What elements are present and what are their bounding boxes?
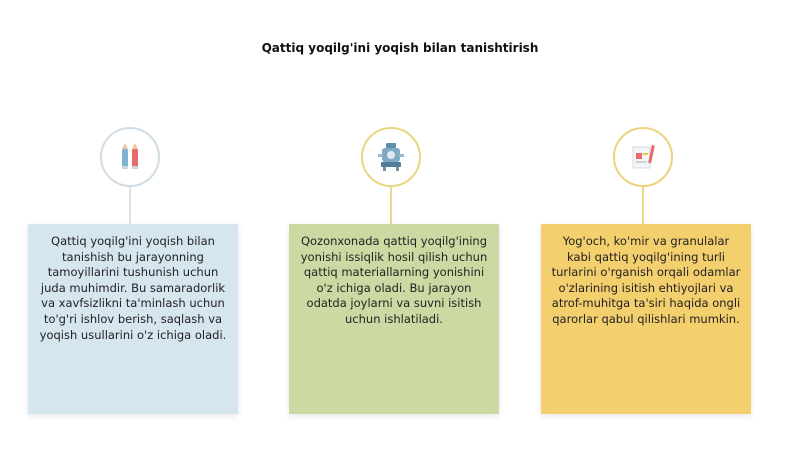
step-2-connector xyxy=(390,187,392,224)
step-3-icon-circle xyxy=(613,127,673,187)
step-3-connector xyxy=(642,187,644,224)
step-3-card: Yog'och, ko'mir va granulalar kabi qattiq yoqilg'ining turli turlarini o'rganish orqali odamlar o'zlarining isitish ehtiyojlari va atrof-muhitga ta'siri haqida ongli qarorlar qabul qilishlari mumkin. xyxy=(541,224,751,414)
document-icon xyxy=(629,142,657,172)
pencils-icon xyxy=(117,142,143,172)
page-title: Qattiq yoqilg'ini yoqish bilan tanishtirish xyxy=(261,41,539,55)
boiler-icon xyxy=(377,142,405,172)
step-2-card: Qozonxonada qattiq yoqilg'ining yonishi issiqlik hosil qilish uchun qattiq materiallarning yonishini o'z ichiga oladi. Bu jarayon odatda joylarni va suvni isitish uchun ishlatiladi. xyxy=(289,224,499,414)
step-1-connector xyxy=(129,187,131,224)
step-3 xyxy=(541,0,751,450)
step-1 xyxy=(28,0,238,450)
step-1-icon-circle xyxy=(100,127,160,187)
step-2-icon-circle xyxy=(361,127,421,187)
step-2 xyxy=(289,0,499,450)
step-1-card: Qattiq yoqilg'ini yoqish bilan tanishish bu jarayonning tamoyillarini tushunish uchun juda muhimdir. Bu samaradorlik va xavfsizlikni ta'minlash uchun to'g'ri ishlov berish, saqlash va yoqish usullarini o'z ichiga oladi. xyxy=(28,224,238,414)
